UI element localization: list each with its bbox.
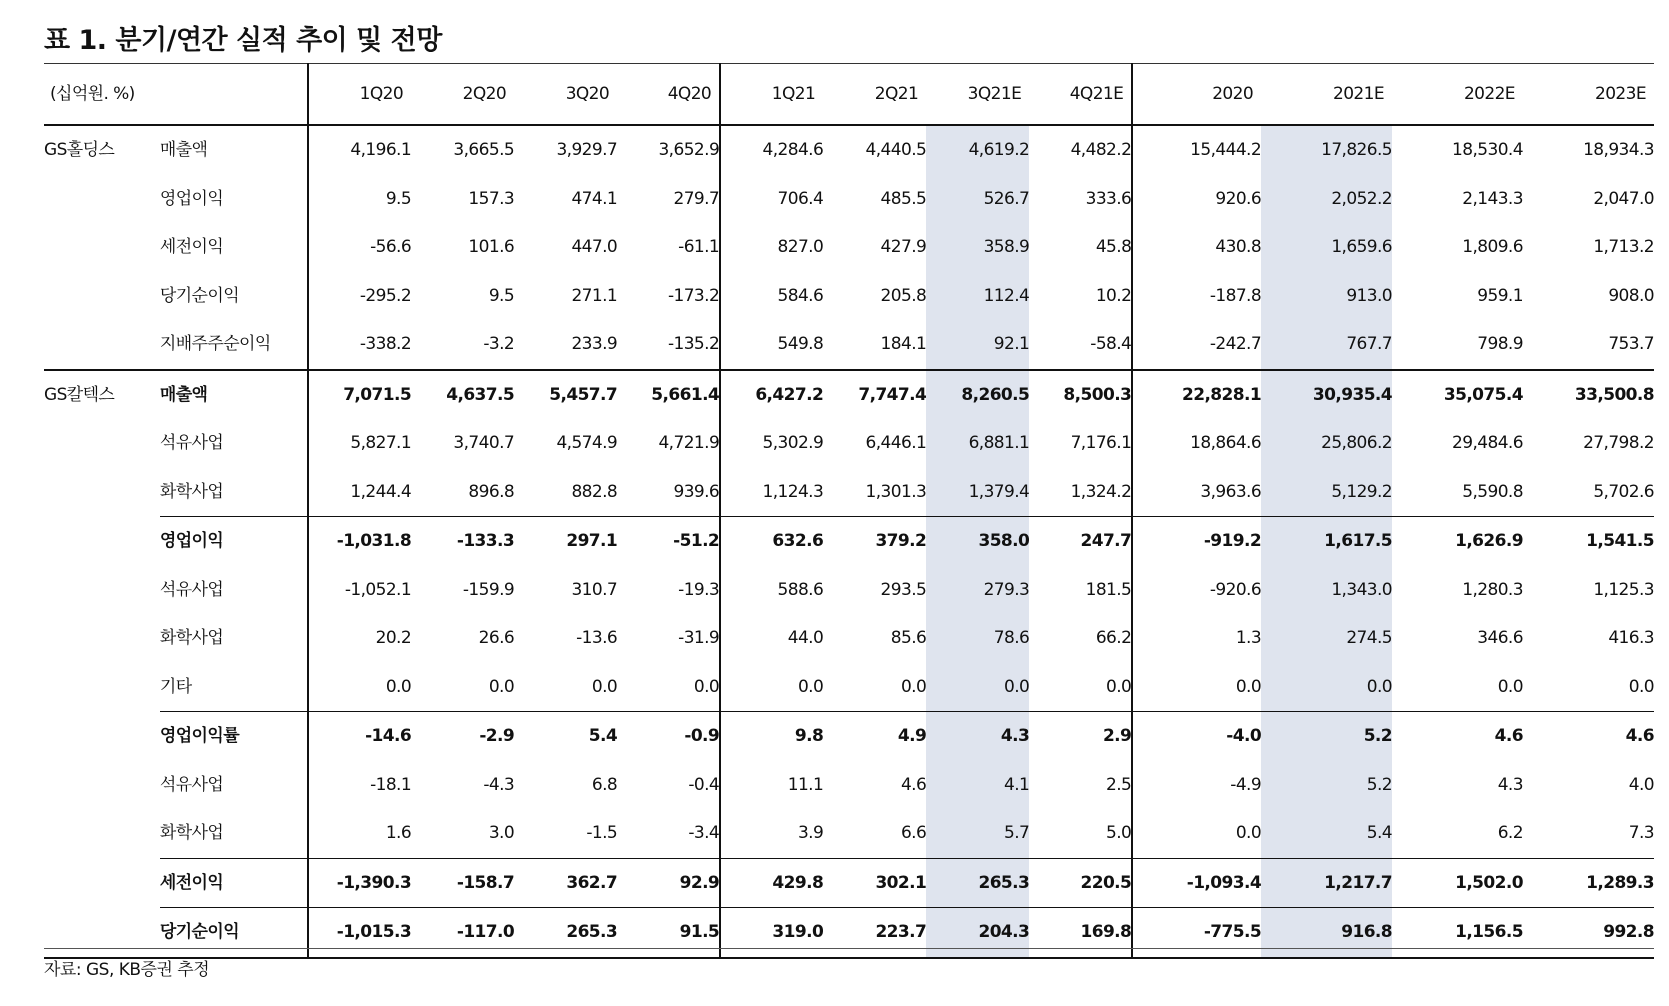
value-cell: 896.8	[468, 481, 515, 502]
value-cell: 474.1	[571, 188, 618, 209]
value-cell: 2.9	[1029, 712, 1132, 761]
value-cell: 44.0	[720, 614, 823, 663]
value-cell: 5,457.7	[514, 370, 617, 420]
value-cell: 220.5	[1029, 858, 1132, 908]
value-cell: 5.2	[1261, 761, 1392, 810]
metric-label: 매출액	[160, 125, 308, 175]
value-cell: 5,661.4	[617, 370, 720, 420]
value-cell: 4.3	[1497, 774, 1523, 795]
metric-label: 영업이익률	[160, 712, 308, 761]
table-row	[44, 419, 1654, 468]
metric-label: 지배주주순이익	[159, 334, 271, 354]
value-cell: 35,075.4	[1392, 370, 1523, 420]
value-cell: 362.7	[514, 858, 617, 908]
value-cell: 798.9	[1477, 334, 1523, 354]
value-cell: 9.5	[308, 175, 411, 224]
unit-label: (십억원. %)	[44, 64, 308, 126]
metric-label: 기타	[159, 676, 192, 697]
column-header: 2020	[1132, 64, 1261, 126]
value-cell: -13.6	[576, 628, 618, 648]
value-cell: 6,881.1	[926, 419, 1029, 468]
table-row	[44, 223, 1654, 272]
value-cell: 233.9	[571, 334, 618, 354]
value-cell: 5.0	[1106, 823, 1132, 843]
value-cell: 1,125.3	[1593, 579, 1654, 600]
value-cell: -159.9	[462, 579, 515, 600]
metric-label: 화학사업	[159, 481, 224, 502]
value-cell: -19.3	[678, 579, 720, 600]
value-cell: 66.2	[1095, 628, 1132, 648]
value-cell: 0.0	[1132, 663, 1261, 712]
value-cell: 274.5	[1261, 614, 1392, 663]
value-cell: 920.6	[1132, 175, 1261, 224]
metric-label: 세전이익	[160, 858, 308, 908]
value-cell: 1,244.4	[308, 468, 411, 517]
table-row	[44, 761, 1654, 810]
value-cell: 767.7	[1261, 320, 1392, 370]
value-cell: 916.8	[1261, 908, 1392, 958]
table-row	[44, 468, 1654, 517]
value-cell: 1,301.3	[865, 481, 927, 502]
value-cell: 959.1	[1477, 285, 1523, 306]
value-cell: 247.7	[1029, 517, 1132, 566]
value-cell: 908.0	[1608, 285, 1654, 306]
value-cell: -56.6	[308, 223, 411, 272]
source-note: 자료: GS, KB증권 추정	[44, 960, 210, 980]
value-cell: 447.0	[571, 237, 618, 257]
table-row	[44, 809, 1654, 858]
value-cell: 7,071.5	[308, 370, 411, 420]
value-cell: 4,284.6	[720, 125, 823, 175]
value-cell: 379.2	[823, 517, 926, 566]
value-cell: 1,217.7	[1261, 858, 1392, 908]
value-cell: -173.2	[667, 285, 720, 306]
metric-label: 석유사업	[159, 774, 224, 795]
value-cell: 1,659.6	[1261, 223, 1392, 272]
value-cell: 4,196.1	[308, 125, 411, 175]
value-cell: 2,047.0	[1593, 188, 1654, 209]
value-cell: 4,637.5	[411, 370, 514, 420]
value-cell: -4.0	[1132, 712, 1261, 761]
column-header: 3Q20	[514, 64, 617, 126]
value-cell: 279.3	[926, 566, 1029, 615]
value-cell: -4.3	[483, 774, 515, 795]
value-cell: 1.6	[308, 809, 411, 858]
table-row	[44, 858, 1654, 908]
value-cell: 5,702.6	[1593, 481, 1654, 502]
value-cell: -51.2	[617, 517, 720, 566]
financial-table	[44, 63, 1654, 959]
value-cell: 6,427.2	[720, 370, 823, 420]
value-cell: 7,747.4	[823, 370, 926, 420]
company-cell: GS칼텍스	[44, 370, 160, 420]
value-cell: 827.0	[720, 223, 823, 272]
value-cell: 92.9	[617, 858, 720, 908]
company-cell	[44, 712, 160, 761]
column-header: 3Q21E	[926, 64, 1029, 126]
value-cell: 17,826.5	[1261, 125, 1392, 175]
column-header: 2023E	[1523, 64, 1654, 126]
value-cell: 85.6	[890, 628, 927, 648]
value-cell: -2.9	[411, 712, 514, 761]
value-cell: -0.4	[688, 774, 720, 795]
value-cell: 8,260.5	[926, 370, 1029, 420]
value-cell: 913.0	[1261, 272, 1392, 321]
value-cell: -135.2	[667, 334, 720, 354]
value-cell: 0.0	[1106, 676, 1132, 697]
metric-label: 화학사업	[159, 823, 224, 843]
table-row	[44, 125, 1654, 175]
value-cell: 3.0	[488, 823, 515, 843]
company-cell	[44, 517, 160, 566]
value-cell: 3,963.6	[1132, 468, 1261, 517]
value-cell: 358.9	[926, 223, 1029, 272]
value-cell: 0.0	[308, 663, 411, 712]
metric-label: 당기순이익	[159, 285, 240, 306]
value-cell: -1,052.1	[308, 566, 411, 615]
column-header: 2022E	[1392, 64, 1523, 126]
value-cell: 1.3	[1132, 614, 1261, 663]
value-cell: 310.7	[571, 579, 618, 600]
metric-label: 화학사업	[159, 628, 224, 648]
value-cell: -31.9	[678, 628, 720, 648]
value-cell: -1,093.4	[1132, 858, 1261, 908]
value-cell: 4,721.9	[658, 433, 720, 453]
value-cell: -18.1	[308, 761, 411, 810]
table-row	[44, 712, 1654, 761]
table-row	[44, 320, 1654, 370]
value-cell: 333.6	[1085, 188, 1132, 209]
value-cell: 1,617.5	[1261, 517, 1392, 566]
value-cell: 112.4	[926, 272, 1029, 321]
value-cell: 29,484.6	[1452, 433, 1523, 453]
metric-label: 당기순이익	[160, 908, 308, 958]
value-cell: 27,798.2	[1583, 433, 1654, 453]
column-header: 4Q21E	[1029, 64, 1132, 126]
value-cell: 1,289.3	[1523, 858, 1654, 908]
value-cell: 0.0	[1261, 663, 1392, 712]
value-cell: 2.5	[1106, 774, 1132, 795]
value-cell: 10.2	[1095, 285, 1132, 306]
value-cell: 1,343.0	[1261, 566, 1392, 615]
value-cell: -1.5	[586, 823, 618, 843]
table-row	[44, 517, 1654, 566]
value-cell: 5.4	[1261, 809, 1392, 858]
metric-label: 세전이익	[159, 237, 224, 257]
value-cell: 279.7	[673, 188, 720, 209]
value-cell: 7.3	[1628, 823, 1654, 843]
value-cell: 4,619.2	[926, 125, 1029, 175]
value-cell: 22,828.1	[1132, 370, 1261, 420]
column-header: 2Q21	[823, 64, 926, 126]
value-cell: -14.6	[308, 712, 411, 761]
value-cell: 78.6	[926, 614, 1029, 663]
value-cell: 5.4	[514, 712, 617, 761]
company-cell	[44, 809, 160, 858]
value-cell: 265.3	[926, 858, 1029, 908]
value-cell: 485.5	[880, 188, 927, 209]
value-cell: 169.8	[1029, 908, 1132, 958]
value-cell: 632.6	[720, 517, 823, 566]
metric-label: 영업이익	[159, 188, 224, 209]
company-cell	[44, 908, 160, 958]
value-cell: 0.0	[1628, 676, 1654, 697]
value-cell: 45.8	[1095, 237, 1132, 257]
company-cell	[44, 663, 160, 712]
column-header: 2021E	[1261, 64, 1392, 126]
value-cell: 9.8	[720, 712, 823, 761]
value-cell: 4.6	[900, 774, 927, 795]
value-cell: 346.6	[1477, 628, 1523, 648]
table-row	[44, 272, 1654, 321]
value-cell: 4.1	[926, 761, 1029, 810]
value-cell: -920.6	[1132, 566, 1261, 615]
value-cell: -775.5	[1132, 908, 1261, 958]
value-cell: 1,809.6	[1462, 237, 1523, 257]
value-cell: 30,935.4	[1261, 370, 1392, 420]
table-row	[44, 614, 1654, 663]
value-cell: 706.4	[720, 175, 823, 224]
value-cell: 181.5	[1085, 579, 1132, 600]
value-cell: 204.3	[926, 908, 1029, 958]
value-cell: 358.0	[926, 517, 1029, 566]
value-cell: -242.7	[1132, 320, 1261, 370]
value-cell: -158.7	[411, 858, 514, 908]
value-cell: -4.9	[1132, 761, 1261, 810]
value-cell: -3.2	[483, 334, 515, 354]
company-cell	[44, 419, 160, 468]
value-cell: 6.2	[1497, 823, 1523, 843]
value-cell: 753.7	[1608, 334, 1654, 354]
company-cell	[44, 320, 160, 370]
company-cell	[44, 468, 160, 517]
column-header: 1Q20	[308, 64, 411, 126]
value-cell: 0.0	[591, 676, 618, 697]
value-cell: 6,446.1	[865, 433, 927, 453]
value-cell: 549.8	[720, 320, 823, 370]
value-cell: 92.1	[926, 320, 1029, 370]
value-cell: 5.7	[926, 809, 1029, 858]
value-cell: 4.0	[1628, 774, 1654, 795]
value-cell: 0.0	[488, 676, 515, 697]
value-cell: 205.8	[880, 285, 927, 306]
value-cell: -919.2	[1132, 517, 1261, 566]
value-cell: 265.3	[514, 908, 617, 958]
value-cell: 15,444.2	[1132, 125, 1261, 175]
value-cell: 0.0	[900, 676, 927, 697]
value-cell: 4.9	[823, 712, 926, 761]
value-cell: -133.3	[411, 517, 514, 566]
column-header: 4Q20	[617, 64, 720, 126]
value-cell: 91.5	[617, 908, 720, 958]
value-cell: 5,827.1	[308, 419, 411, 468]
value-cell: 3,929.7	[514, 125, 617, 175]
value-cell: -0.9	[617, 712, 720, 761]
company-cell	[44, 858, 160, 908]
table-row	[44, 175, 1654, 224]
table-row	[44, 370, 1654, 420]
value-cell: 5,590.8	[1462, 481, 1523, 502]
value-cell: -117.0	[411, 908, 514, 958]
value-cell: 8,500.3	[1029, 370, 1132, 420]
value-cell: 319.0	[720, 908, 823, 958]
value-cell: 1,502.0	[1392, 858, 1523, 908]
value-cell: 6.6	[900, 823, 927, 843]
value-cell: 2,052.2	[1261, 175, 1392, 224]
value-cell: 4,440.5	[823, 125, 926, 175]
value-cell: 5,302.9	[720, 419, 823, 468]
value-cell: 18,864.6	[1132, 419, 1261, 468]
value-cell: 1,156.5	[1392, 908, 1523, 958]
value-cell: 939.6	[673, 481, 720, 502]
metric-label: 석유사업	[159, 433, 224, 453]
value-cell: 101.6	[468, 237, 515, 257]
value-cell: 3,665.5	[411, 125, 514, 175]
value-cell: 427.9	[880, 237, 927, 257]
value-cell: 3,652.9	[617, 125, 720, 175]
value-cell: 429.8	[720, 858, 823, 908]
value-cell: 302.1	[823, 858, 926, 908]
value-cell: 0.0	[926, 663, 1029, 712]
value-cell: 1,626.9	[1392, 517, 1523, 566]
value-cell: 271.1	[571, 285, 618, 306]
value-cell: -3.4	[688, 823, 720, 843]
value-cell: 584.6	[720, 272, 823, 321]
value-cell: 7,176.1	[1070, 433, 1132, 453]
company-cell	[44, 614, 160, 663]
metric-label: 석유사업	[159, 579, 224, 600]
value-cell: 184.1	[880, 334, 927, 354]
value-cell: 0.0	[1132, 809, 1261, 858]
value-cell: 1,324.2	[1070, 481, 1132, 502]
value-cell: -338.2	[308, 320, 411, 370]
value-cell: 223.7	[823, 908, 926, 958]
value-cell: 1,124.3	[720, 468, 823, 517]
page-title: 표 1. 분기/연간 실적 추이 및 전망	[44, 25, 442, 56]
table-row	[44, 566, 1654, 615]
value-cell: 20.2	[308, 614, 411, 663]
value-cell: 1,713.2	[1593, 237, 1654, 257]
value-cell: 5.2	[1261, 712, 1392, 761]
value-cell: 2,143.3	[1462, 188, 1523, 209]
value-cell: 0.0	[720, 663, 823, 712]
table-body	[44, 125, 1654, 958]
value-cell: 1,379.4	[926, 468, 1029, 517]
company-cell	[44, 175, 160, 224]
value-cell: 992.8	[1523, 908, 1654, 958]
value-cell: -1,015.3	[308, 908, 411, 958]
value-cell: 33,500.8	[1523, 370, 1654, 420]
value-cell: 5,129.2	[1261, 468, 1392, 517]
value-cell: 26.6	[478, 628, 515, 648]
table-header-row	[44, 64, 1654, 126]
value-cell: 1,280.3	[1462, 579, 1523, 600]
value-cell: 9.5	[488, 285, 515, 306]
value-cell: 1,541.5	[1523, 517, 1654, 566]
value-cell: 0.0	[693, 676, 720, 697]
value-cell: -1,031.8	[308, 517, 411, 566]
value-cell: 526.7	[926, 175, 1029, 224]
value-cell: 11.1	[720, 761, 823, 810]
value-cell: 293.5	[880, 579, 927, 600]
table-bottom-rule	[44, 948, 1654, 949]
value-cell: 6.8	[591, 774, 618, 795]
value-cell: 157.3	[468, 188, 515, 209]
value-cell: 18,530.4	[1392, 125, 1523, 175]
column-header: 1Q21	[720, 64, 823, 126]
value-cell: 4.6	[1392, 712, 1523, 761]
column-header: 2Q20	[411, 64, 514, 126]
value-cell: 416.3	[1608, 628, 1654, 648]
value-cell: 4,482.2	[1029, 125, 1132, 175]
company-cell	[44, 566, 160, 615]
table-row	[44, 908, 1654, 958]
value-cell: 4.6	[1523, 712, 1654, 761]
value-cell: -61.1	[678, 237, 720, 257]
value-cell: 588.6	[720, 566, 823, 615]
value-cell: -1,390.3	[308, 858, 411, 908]
value-cell: 3.9	[720, 809, 823, 858]
company-cell	[44, 272, 160, 321]
value-cell: 0.0	[1497, 676, 1523, 697]
value-cell: -295.2	[308, 272, 411, 321]
value-cell: 4.3	[926, 712, 1029, 761]
value-cell: 4,574.9	[556, 433, 618, 453]
value-cell: -187.8	[1132, 272, 1261, 321]
table-row	[44, 663, 1654, 712]
company-cell	[44, 761, 160, 810]
value-cell: 430.8	[1132, 223, 1261, 272]
company-cell: GS홀딩스	[44, 125, 160, 175]
value-cell: 882.8	[571, 481, 618, 502]
value-cell: 3,740.7	[453, 433, 515, 453]
value-cell: -58.4	[1090, 334, 1132, 354]
value-cell: 297.1	[514, 517, 617, 566]
value-cell: 25,806.2	[1261, 419, 1392, 468]
metric-label: 영업이익	[160, 517, 308, 566]
company-cell	[44, 223, 160, 272]
metric-label: 매출액	[160, 370, 308, 420]
value-cell: 18,934.3	[1523, 125, 1654, 175]
